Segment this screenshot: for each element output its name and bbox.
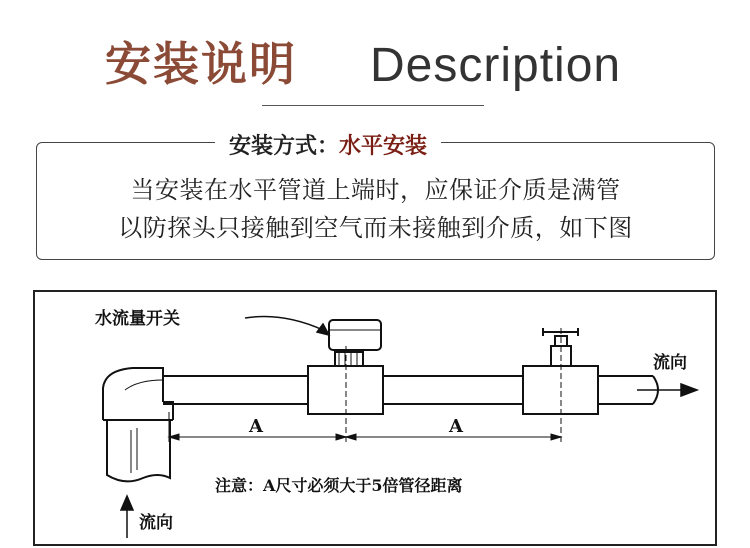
elbow-fitting xyxy=(103,368,173,420)
dimension-a-right: A xyxy=(449,416,463,437)
dimension-line xyxy=(169,412,561,442)
install-description-line-1: 当安装在水平管道上端时，应保证介质是满管 xyxy=(130,176,621,204)
dimension-a-left: A xyxy=(249,416,263,437)
inlet-pipe xyxy=(107,420,170,481)
install-method-label: 安装方式： xyxy=(229,134,340,159)
flow-in-arrow xyxy=(121,496,133,538)
install-method-value: 水平安装 xyxy=(339,134,428,159)
diagram-note: 注意：A尺寸必须大于5倍管径距离 xyxy=(215,476,463,495)
flow-in-label: 流向 xyxy=(139,513,173,533)
switch-leader-arrow xyxy=(245,317,329,336)
install-description-line-2: 以防探头只接触到空气而未接触到介质，如下图 xyxy=(118,214,633,242)
flow-out-arrow xyxy=(637,384,697,396)
title-divider xyxy=(262,105,484,106)
install-method-heading xyxy=(215,132,441,162)
flow-out-label: 流向 xyxy=(653,353,687,373)
flow-switch-label: 水流量开关 xyxy=(95,309,180,329)
title-chinese: 安装说明 xyxy=(105,37,297,91)
installation-diagram xyxy=(33,290,717,548)
title-english: Description xyxy=(370,39,622,92)
